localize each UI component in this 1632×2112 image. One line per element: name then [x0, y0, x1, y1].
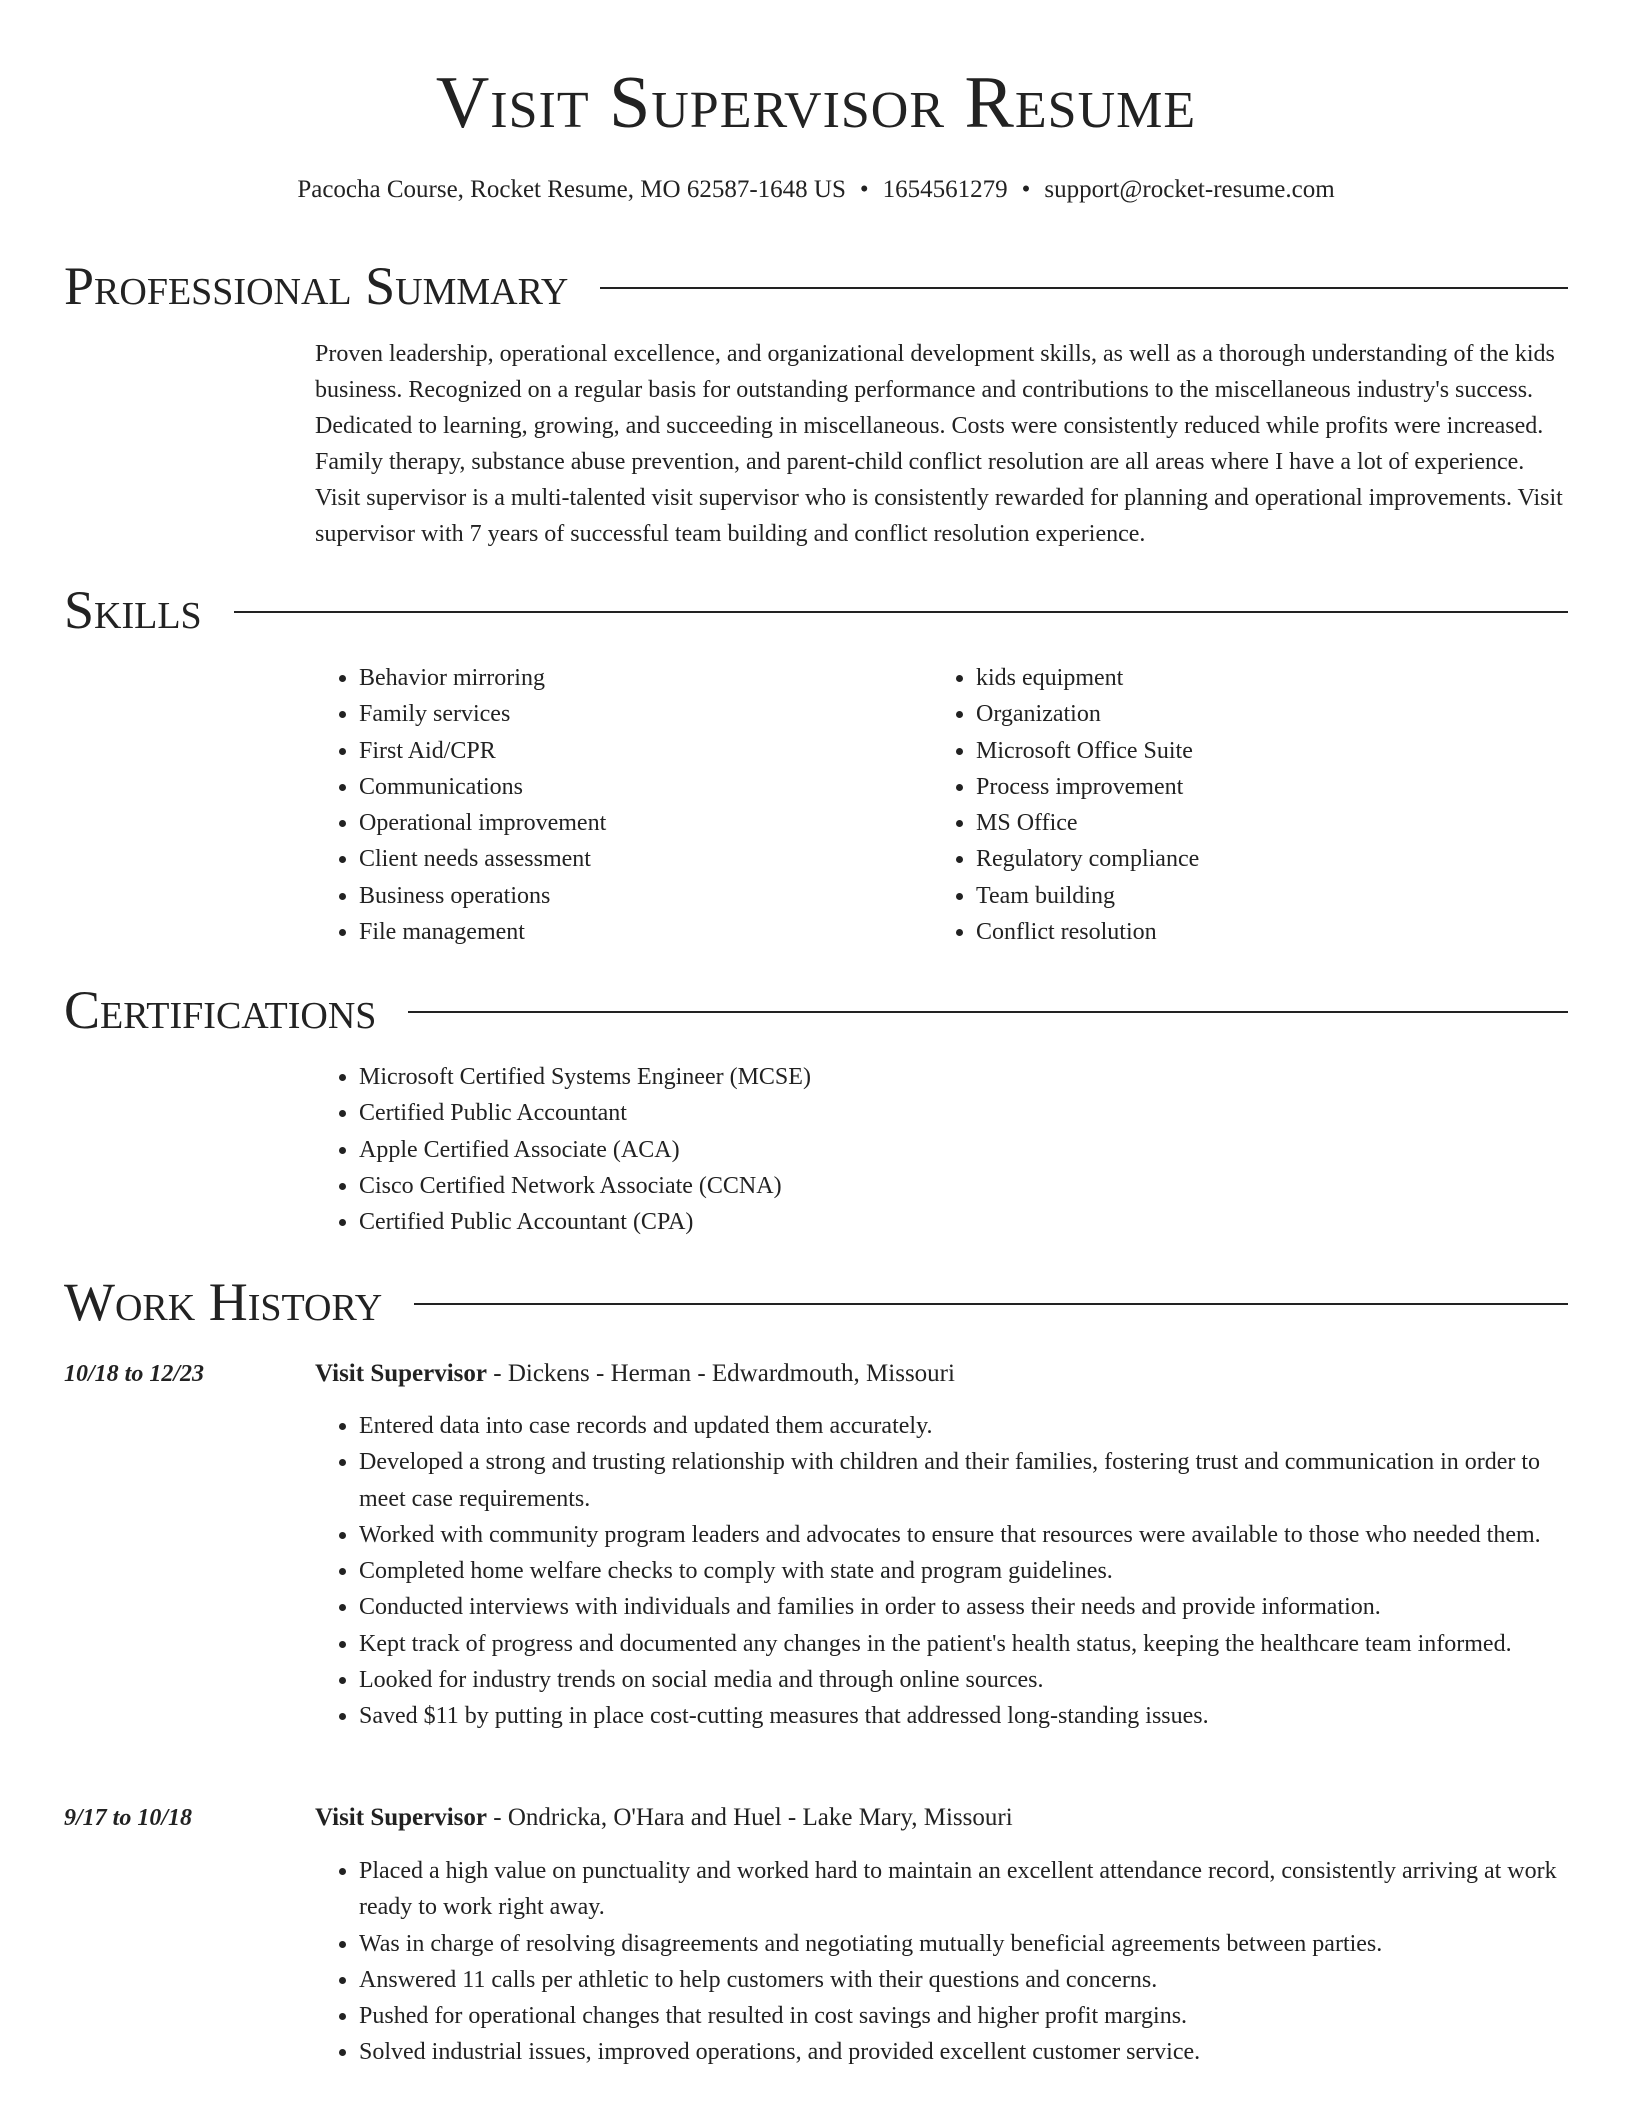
certification-item: • Cisco Certified Network Associate (CCNA) [359, 1168, 1569, 1204]
job-bullet: • Completed home welfare checks to comply with state and program guidelines. [359, 1553, 1569, 1589]
skill-item: • Behavior mirroring [359, 660, 932, 696]
job-title-line [315, 1356, 1569, 1392]
skill-item: • Team building [976, 878, 1549, 914]
resume-title: Visit Supervisor Resume [435, 62, 1197, 144]
section-divider [408, 1011, 1568, 1013]
job-bullets [315, 1408, 1569, 1735]
section-divider [414, 1303, 1568, 1305]
contact-line [64, 174, 1568, 206]
skill-item: • File management [359, 914, 932, 950]
skill-item: • Business operations [359, 878, 932, 914]
skills-list-right [932, 660, 1549, 950]
job-bullet: • Conducted interviews with individuals and families in order to assess their needs and provide information. [359, 1589, 1569, 1625]
section-heading: Skills [64, 580, 202, 640]
section-heading: Professional Summary [64, 256, 569, 316]
job-bullet: • Answered 11 calls per athletic to help customers with their questions and concerns. [359, 1962, 1569, 1998]
skill-item: • Operational improvement [359, 805, 932, 841]
skill-item: • Family services [359, 696, 932, 732]
section-divider [234, 611, 1568, 613]
skill-item: • Microsoft Office Suite [976, 733, 1549, 769]
skills-column-right [932, 660, 1549, 950]
job-bullet: • Worked with community program leaders and advocates to ensure that resources were available to those who needed them. [359, 1517, 1569, 1553]
skill-item: • First Aid/CPR [359, 733, 932, 769]
job-role: Visit Supervisor [315, 1360, 487, 1387]
skill-item: • MS Office [976, 805, 1549, 841]
job-dates: 9/17 to 10/18 [64, 1805, 193, 1831]
section-certifications-header [64, 978, 1568, 1042]
contact-phone: 1654561279 [882, 176, 1008, 203]
skills-column-left [315, 660, 932, 950]
job-bullet: • Kept track of progress and documented any changes in the patient's health status, keeping the healthcare team informed. [359, 1626, 1569, 1662]
contact-separator: • [859, 176, 869, 203]
certifications-block [315, 1059, 1569, 1240]
skill-item: • Conflict resolution [976, 914, 1549, 950]
skill-item: • Communications [359, 769, 932, 805]
job-employer: - Ondricka, O'Hara and Huel - Lake Mary, Missouri [487, 1804, 1013, 1831]
skill-item: • Client needs assessment [359, 841, 932, 877]
job-role: Visit Supervisor [315, 1804, 487, 1831]
job-bullet: • Pushed for operational changes that resulted in cost savings and higher profit margins. [359, 1998, 1569, 2034]
certification-item: • Certified Public Accountant [359, 1095, 1569, 1131]
contact-address: Pacocha Course, Rocket Resume, MO 62587-1648 US [297, 176, 846, 203]
contact-separator: • [1021, 176, 1031, 203]
section-summary-header [64, 254, 1568, 318]
job-dates: 10/18 to 12/23 [64, 1361, 205, 1387]
skills-columns [315, 660, 1565, 950]
section-heading: Certifications [64, 980, 377, 1040]
job-bullet: • Developed a strong and trusting relationship with children and their families, fostering trust and communication in order to meet case requirements. [359, 1444, 1569, 1517]
job-bullet: • Saved $11 by putting in place cost-cutting measures that addressed long-standing issues. [359, 1698, 1569, 1734]
job-title-line [315, 1800, 1569, 1836]
certification-item: • Microsoft Certified Systems Engineer (MCSE) [359, 1059, 1569, 1095]
job-bullet: • Looked for industry trends on social media and through online sources. [359, 1662, 1569, 1698]
summary-text: Proven leadership, operational excellence, and organizational development skills, as well as a thorough understanding of the kids business. Recognized on a regular basis for outstanding performance and contributions to the miscellaneous industry's success. Dedicated to learning, growing, and succeeding in miscellaneous. Costs were consistently reduced while profits were increased. Family therapy, substance abuse prevention, and parent-child conflict resolution are all areas where I have a lot of experience. Visit supervisor is a multi-talented visit supervisor who is consistently rewarded for planning and operational improvements. Visit supervisor with 7 years of successful team building and conflict resolution experience. [315, 341, 1563, 547]
skills-list-left [315, 660, 932, 950]
skill-item: • Regulatory compliance [976, 841, 1549, 877]
section-heading: Work History [64, 1272, 383, 1332]
contact-email: support@rocket-resume.com [1044, 176, 1335, 203]
job-bullets [315, 1853, 1569, 2071]
skill-item: • kids equipment [976, 660, 1549, 696]
certification-item: • Certified Public Accountant (CPA) [359, 1204, 1569, 1240]
certifications-list [315, 1059, 1569, 1240]
section-divider [600, 287, 1568, 289]
job-bullet: • Placed a high value on punctuality and worked hard to maintain an excellent attendance record, consistently arriving at work ready to work right away. [359, 1853, 1569, 1926]
job-bullet: • Entered data into case records and updated them accurately. [359, 1408, 1569, 1444]
skill-item: • Process improvement [976, 769, 1549, 805]
section-work-header [64, 1270, 1568, 1334]
job-bullets-block [315, 1408, 1569, 1735]
job-bullet: • Solved industrial issues, improved operations, and provided excellent customer service. [359, 2034, 1569, 2070]
job-bullets-block [315, 1853, 1569, 2071]
section-skills-header [64, 578, 1568, 642]
skill-item: • Organization [976, 696, 1549, 732]
job-employer: - Dickens - Herman - Edwardmouth, Missouri [487, 1360, 955, 1387]
certification-item: • Apple Certified Associate (ACA) [359, 1132, 1569, 1168]
job-bullet: • Was in charge of resolving disagreements and negotiating mutually beneficial agreements between parties. [359, 1926, 1569, 1962]
